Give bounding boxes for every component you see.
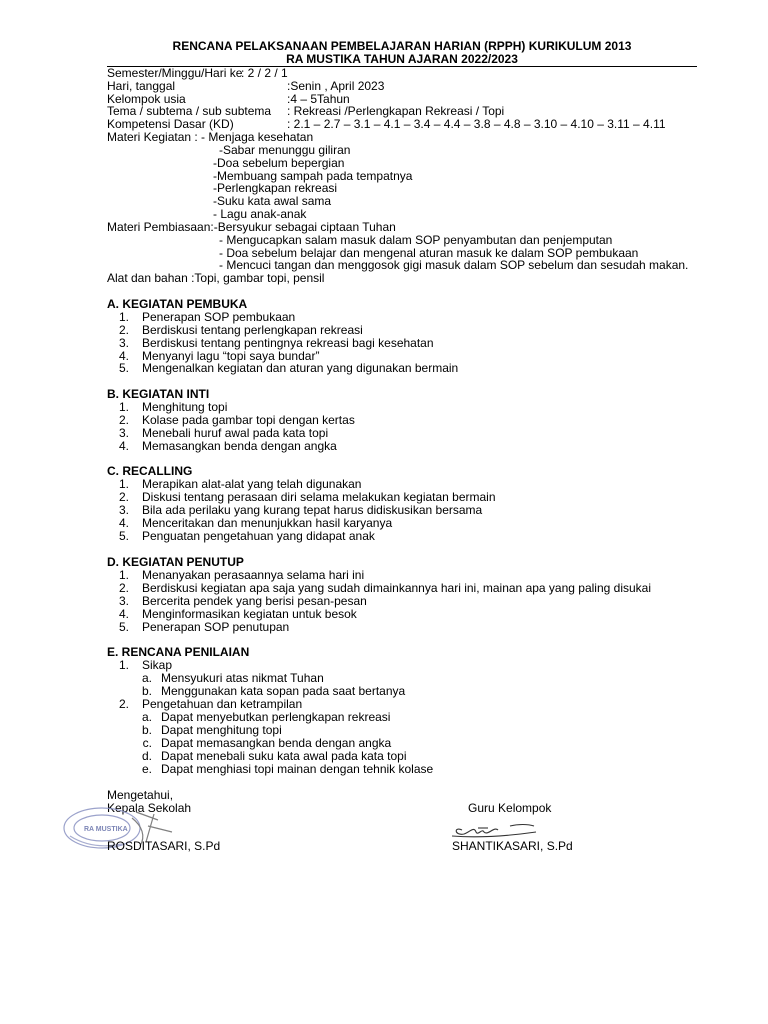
kepala-sekolah-title: Kepala Sekolah [107, 801, 192, 815]
guru-kelompok-name: SHANTIKASARI, S.Pd [452, 839, 573, 853]
materi-item: -Suku kata awal sama [213, 194, 332, 208]
list-number: 4. [118, 349, 129, 363]
sublist-letter: e. [141, 762, 152, 776]
sublist-item: Dapat menyebutkan perlengkapan rekreasi [161, 710, 391, 724]
list-item: Pengetahuan dan ketrampilan [142, 697, 303, 711]
list-number: 3. [118, 426, 129, 440]
section-e-heading: E. RENCANA PENILAIAN [107, 645, 250, 659]
list-number: 5. [118, 529, 129, 543]
list-item: Memasangkan benda dengan angka [142, 439, 337, 453]
list-number: 1. [118, 400, 129, 414]
pembiasaan-item: - Mencuci tangan dan menggosok gigi masuk dalam SOP sebelum dan sesudah makan. [219, 258, 689, 272]
sublist-letter: c. [142, 736, 152, 750]
list-number: 1. [118, 658, 129, 672]
list-number: 2. [118, 581, 129, 595]
sublist-letter: a. [141, 710, 152, 724]
list-number: 1. [118, 477, 129, 491]
materi-item: -Membuang sampah pada tempatnya [213, 169, 413, 183]
pembiasaan-item: - Doa sebelum belajar dan mengenal aturan masuk ke dalam SOP pembukaan [219, 246, 639, 260]
list-number: 3. [118, 594, 129, 608]
mengetahui-label: Mengetahui, [107, 788, 174, 802]
kelompok-value: :4 – 5Tahun [287, 92, 350, 106]
list-number: 1. [118, 310, 129, 324]
guru-signature [448, 818, 540, 840]
materi-kegiatan-label: Materi Kegiatan : - Menjaga kesehatan [107, 130, 314, 144]
list-item: Menginformasikan kegiatan untuk besok [142, 607, 357, 621]
list-item: Menghitung topi [142, 400, 228, 414]
sublist-letter: b. [141, 723, 152, 737]
sublist-item: Dapat menebali suku kata awal pada kata topi [161, 749, 407, 763]
list-number: 1. [118, 568, 129, 582]
list-item: Menceritakan dan menunjukkan hasil karyanya [142, 516, 393, 530]
list-number: 2. [118, 490, 129, 504]
section-d-heading: D. KEGIATAN PENUTUP [107, 555, 244, 569]
list-number: 4. [118, 516, 129, 530]
list-item: Diskusi tentang perasaan diri selama melakukan kegiatan bermain [142, 490, 496, 504]
semester-label: Semester/Minggu/Hari ke [107, 66, 243, 80]
list-item: Bila ada perilaku yang kurang tepat harus didiskusikan bersama [142, 503, 483, 517]
tema-label: Tema / subtema / sub subtema [107, 104, 272, 118]
sublist-item: Dapat menghitung topi [161, 723, 282, 737]
materi-pembiasaan-label: Materi Pembiasaan:-Bersyukur sebagai ciptaan Tuhan [107, 220, 396, 234]
list-number: 2. [118, 697, 129, 711]
stamp-lettering: RA MUSTIKA [84, 826, 128, 833]
list-item: Menyanyi lagu “topi saya bundar” [142, 349, 320, 363]
alat-bahan: Alat dan bahan :Topi, gambar topi, pensil [107, 271, 325, 285]
document-title-line1: RENCANA PELAKSANAAN PEMBELAJARAN HARIAN (RPPH) KURIKULUM 2013 [172, 39, 632, 53]
materi-item: -Doa sebelum bepergian [213, 156, 345, 170]
hari-value: :Senin , April 2023 [287, 79, 385, 93]
list-number: 2. [118, 413, 129, 427]
list-number: 5. [118, 620, 129, 634]
materi-item: - Lagu anak-anak [213, 207, 307, 221]
list-item: Sikap [142, 658, 173, 672]
sublist-letter: b. [141, 684, 152, 698]
tema-value: : Rekreasi /Perlengkapan Rekreasi / Topi [287, 104, 505, 118]
list-item: Penguatan pengetahuan yang didapat anak [142, 529, 375, 543]
section-a-heading: A. KEGIATAN PEMBUKA [107, 297, 248, 311]
hari-label: Hari, tanggal [107, 79, 176, 93]
list-item: Mengenalkan kegiatan dan aturan yang digunakan bermain [142, 361, 459, 375]
kelompok-label: Kelompok usia [107, 92, 186, 106]
list-item: Berdiskusi kegiatan apa saja yang sudah dimainkannya hari ini, mainan apa yang paling disukai [142, 581, 651, 595]
pembiasaan-item: - Mengucapkan salam masuk dalam SOP penyambutan dan penjemputan [219, 233, 613, 247]
section-b-heading: B. KEGIATAN INTI [107, 387, 210, 401]
list-item: Kolase pada gambar topi dengan kertas [142, 413, 355, 427]
list-number: 4. [118, 439, 129, 453]
list-item: Menebali huruf awal pada kata topi [142, 426, 329, 440]
sublist-item: Dapat menghiasi topi mainan dengan tehnik kolase [161, 762, 434, 776]
list-number: 3. [118, 503, 129, 517]
kd-label: Kompetensi Dasar (KD) [107, 117, 234, 131]
list-number: 3. [118, 336, 129, 350]
list-item: Penerapan SOP penutupan [142, 620, 290, 634]
semester-value: : 2 / 2 / 1 [241, 66, 288, 80]
list-number: 5. [118, 361, 129, 375]
list-item: Bercerita pendek yang berisi pesan-pesan [142, 594, 367, 608]
list-number: 4. [118, 607, 129, 621]
materi-item: -Sabar menunggu giliran [219, 143, 351, 157]
list-item: Menanyakan perasaannya selama hari ini [142, 568, 365, 582]
materi-item: -Perlengkapan rekreasi [213, 181, 338, 195]
list-item: Berdiskusi tentang perlengkapan rekreasi [142, 323, 363, 337]
list-number: 2. [118, 323, 129, 337]
guru-kelompok-title: Guru Kelompok [468, 801, 552, 815]
sublist-letter: d. [141, 749, 152, 763]
sublist-item: Dapat memasangkan benda dengan angka [161, 736, 392, 750]
list-item: Penerapan SOP pembukaan [142, 310, 296, 324]
section-c-heading: C. RECALLING [107, 464, 193, 478]
kepala-sekolah-name: ROSDITASARI, S.Pd [107, 839, 221, 853]
list-item: Merapikan alat-alat yang telah digunakan [142, 477, 362, 491]
list-item: Berdiskusi tentang pentingnya rekreasi bagi kesehatan [142, 336, 434, 350]
sublist-letter: a. [141, 671, 152, 685]
sublist-item: Menggunakan kata sopan pada saat bertanya [161, 684, 406, 698]
kd-value: : 2.1 – 2.7 – 3.1 – 4.1 – 3.4 – 4.4 – 3.8 – 4.8 – 3.10 – 4.10 – 3.11 – 4.11 [287, 117, 666, 131]
document-title-line2: RA MUSTIKA TAHUN AJARAN 2022/2023 [286, 52, 518, 66]
sublist-item: Mensyukuri atas nikmat Tuhan [161, 671, 324, 685]
